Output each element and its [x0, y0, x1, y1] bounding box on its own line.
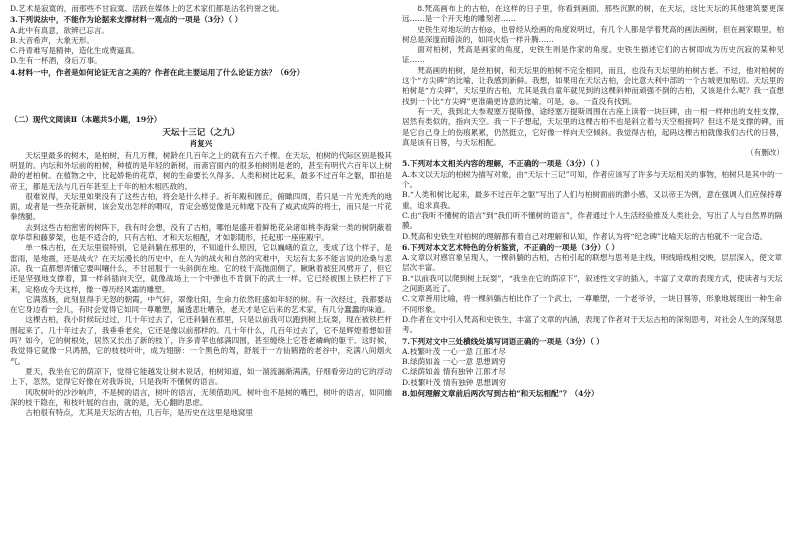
paragraph-5: 它满蒸肠，此刻显得手无怒的朝霞，中气轩，翠像壮阳，生命力依然旺盛如年轻的树。有一次经过，我都要站在它身边看一会儿，有时会觉得它如同一尊雕塑，漏透悲壮嘈杂，老天才是它后来的艺术家，有几分蠢蠢的味道。 [10, 294, 392, 315]
q7-option-c: C.绿荫如盖 情有独钟 江郎才尽 [402, 367, 506, 377]
q3-option-b: B.大音希声，大象无形。 [10, 35, 94, 45]
question-8: 8.如何理解文章前后两次写到古柏“和天坛相配”？（4分） [402, 388, 599, 398]
q7-option-b: B.绿荫如盖 一心一意 思想调穷 [402, 357, 506, 367]
question-4: 4.材料一中，作者是如何论证无言之美的？作者在此主要运用了什么论证方法？（6分） [10, 67, 305, 77]
paragraph-12: 面对柏树，梵高是画家的角度，史铁生则是作家的角度。史铁生描述它们的古树即成为历史沉寂的某种见证…… [402, 45, 784, 65]
paragraph-14: 有一天，我到北大参观塞万提斯像，途经塞万提斯周围在古座上读着一块巨碑，由一根一样伸出的支柱支撑，居然有类似的，指向天空。我一下子想起，天坛里的这棵古柏不也是斜立着与天空相接吗？但这不是支撑的碑，而是它自己身上的伤痕累累，仍然挺立，它好像一样向天空倾斜。我觉得古柏，起码这棵古柏就像我们古代的日晷，真是该有日晷，与天坛相配。 [402, 106, 784, 147]
answer-space [10, 78, 392, 112]
paragraph-3: 去到这些古柏密密的树阵下，我有时会想，没有了古柏，哪怕是盛开着鲜艳花朵诸如桃李海棠一类的树阴蔽着章华草和藤萝架，也是不适合的，只有古柏、才和天坛相配，才如影随形，托起那一座座殿宇。 [10, 222, 392, 243]
q6-option-c: C.文章善用比喻，将一棵斜躺古柏比作了一个武士，一尊雕塑，一个老爷爷，一块日晷等，形象地展现出一种生命不同形象。 [402, 294, 783, 314]
q5-option-b: B.“人类和树比起来，最多不过百年之躯”写出了人们与柏树面前的渺小感，又以帝王为例，意在强调人们应保持尊重，追求真我。 [402, 190, 783, 210]
paragraph-2: 很难说得，天坛里如果没有了这些古柏，将会是什么样子。祈年殿和圆丘，俯瞰四周，若只是一片光秃秃的地面，或者是一些杂花新树，该会发出怎样的喟叹，肯定会感觉像是元帅麾下没有了威武成阵的将士，而只是一片花拳绣腿。 [10, 191, 392, 222]
paragraph-13: 梵高画的柏树，是丝柏树，和天坛里的柏树不完全相同，而且，也没有天坛里的柏树古老。不过，他对柏树的这个“方尖碑”的比喻，让我感到新鲜。我想，如果用在天坛古柏，会比意大利中部的一个古城更加贴切。天坛里的柏树是“方尖碑”，天坛里的古柏，尤其是我自童年就见到的这棵斜伸而顽强不倒的古柏，又该是什么呢？我一直想找到一个比“方尖碑”更准确更诗意的比喻。可是，◎。一直没有找到。 [402, 65, 784, 106]
paragraph-8: 风吹树叶的沙沙响声，不是树的语言，树叶的语言，无须借助风。树叶也不是树的嘴巴，树叶的语言，如同幽深的枝干隐在，和枝叶展的自由，就的是，无心翻的思虑。 [10, 387, 392, 407]
q6-option-d: D.作者在文中引入梵高和史铁生，丰富了文章的内涵，表现了作者对于天坛古柏的深刻思考，对社会人生的深刻思考。 [402, 314, 783, 335]
q6-option-b: B.“以前我可以爬到树上玩耍”，“我坐在它的荫凉下”，叙述性文字的插入，丰富了文章的表现方式，使读者与天坛之间距离近了。 [402, 273, 783, 294]
section-heading: （二）现代文阅读Ⅱ（本题共5小题，19分） [10, 115, 162, 125]
question-3: 3.下列说法中，不能作为论据来支撑材料一观点的一项是（3分）（ ） [10, 15, 243, 25]
paragraph-10: 8.梵高画布上的古柏，在这样的日子里，你看到画面，那些沉默的树，在天坛，这比天坛的其他建筑要更深远……是一个开天地的雕刻者…… [402, 4, 784, 24]
q7-option-a: A.枝繁叶茂 一心一意 江郎才尽 [402, 346, 506, 356]
right-column [402, 4, 784, 560]
paragraph-7: 夏天，我坐在它的荫凉下，觉得它能越发让树木说话，柏树知道，如一溜流漏渐满满，仔细看旁边的它的浮动上下，忽然，觉得它好像在对我诉说，只是我听不懂树的语言。 [10, 366, 392, 387]
article-author: 肖复兴 [189, 139, 213, 149]
question-6: 6.下列对本文艺术特色的分析鉴赏，不正确的一项是（3分）（ ） [402, 242, 620, 252]
left-column [10, 4, 392, 560]
paragraph-9: 古柏很有特点，尤其是天坛的古柏，几百年，是历史在这里是地窝里 [25, 408, 253, 418]
q7-option-d: D.枝繁叶茂 情有独钟 思想调穷 [402, 377, 507, 387]
question-5: 5.下列对本文相关内容的理解，不正确的一项是（3分）（ ） [402, 159, 604, 169]
q6-option-a: A.文章以对感官象呈现人，一棵斜躺的古柏，古柏引起的联想与思考是主线，明线暗线相交映，层层深入，使文章层次丰富。 [402, 253, 782, 273]
article-title: 天坛十三记（之九） [162, 128, 240, 139]
paragraph-4: 单一株古柏，在天坛里很特别，它是斜躺在那里的，不知道什么原因，它以巍峨的直立，变成了这个样子，是雷雨，是地震，还是战火？在天坛漫长的历史中，在人为的战火和自然的灾难中，天坛有太多不能言说的沧桑与悲凉。我一直都想弄懂它要叫嚷什么，不甘屈服于一头斜倒在地。它的枝干高抛面侧了，瞅瞅着被狂风劈开了，但它还是坚强地支撑着，算一样斜插向天空，就像战场上一个中弹也不肯倒下的武士一样。它已经被围上铁栏杆了下来，定格成今天这样，像一尊历经风霜的雕塑。 [10, 243, 392, 294]
question-7: 7.下列对文中三处横线处填写词语正确的一项是（3分）（ ） [402, 336, 604, 346]
q3-option-a: A.此中有真意，欲辨已忘言。 [10, 25, 110, 35]
paragraph-1: 天坛里最多的树木，是柏树，有几万棵，树龄在几百年之上的就有五六千棵。在天坛，柏树的代际区别是极其明显的。内坛和外坛前的柏树，种植的是年轻的新树，而斋宫面内的很多柏树则是老的，甚至有明代六百年以上树龄的老柏树。在植物之中，比起娇艳的花草，树的生命要长久得多。人类和树比起来，最多不过百年之躯，即拍是帝王，都是无法与几百年甚至上千年的柏木相匹敌的。 [10, 150, 392, 191]
paragraph-6: 这棵古柏，我小时候玩过过，几十年过去了，它还斜躺在那里，只是以前我可以跑到树上玩耍，现在被铁栏杆围起来了。几十年过去了，我垂垂老矣，它还是像以前那样的。几十年什么，几百年过去了，它不是辉煌着想如昔吗？如今，它的树根处，居然又长出了新的枝丫，许多青苹也郁满四围，甚至缠绕上它苍老嶙峋的躯干。这时候，我觉得它就像一只鸿鹄，它的枝枝叶叶，成为翅膀：一个黑色的驾，舒展于一方仙鹤踏的老谷中，充满八间烟火气。 [10, 315, 392, 366]
q5-option-c: C.由“我听不懂树的语言”到“我们听不懂树的语言”，作者通过个人生活经验推及人类社会，写出了人与自然界的隔膜。 [402, 210, 783, 231]
q5-option-d: D.梵高和史铁生对柏树的理解都有着自己对理解和认知，作者认为将“纪念碑”比喻天坛的古柏就不一定合适。 [402, 231, 768, 241]
option-d-prev: D.艺术是寂寞的，而那些不甘寂寞、活跃在媒体上的艺术家们都是沽名钓誉之徒。 [10, 4, 285, 13]
paragraph-11: 史铁生对地坛的古柏◎，也曾经从绘画的角度说明过，有几个人都是学着梵高的画法画树，但在画家眼里，柏树总是深邃而暗淡的，如同火焰一样升腾…… [402, 24, 784, 44]
q3-option-c: C.丹青难写是精神，造化生成费逼真。 [10, 46, 140, 56]
source-note: （有删改） [746, 148, 784, 158]
q3-option-d: D.生有一杯酒，身后万事。 [10, 56, 102, 66]
q5-option-a: A.本文以天坛的柏树为描写对象，由“天坛十三记”可知，作者应该写了许多与天坛相关的事物，柏树只是其中的一个。 [402, 169, 783, 190]
